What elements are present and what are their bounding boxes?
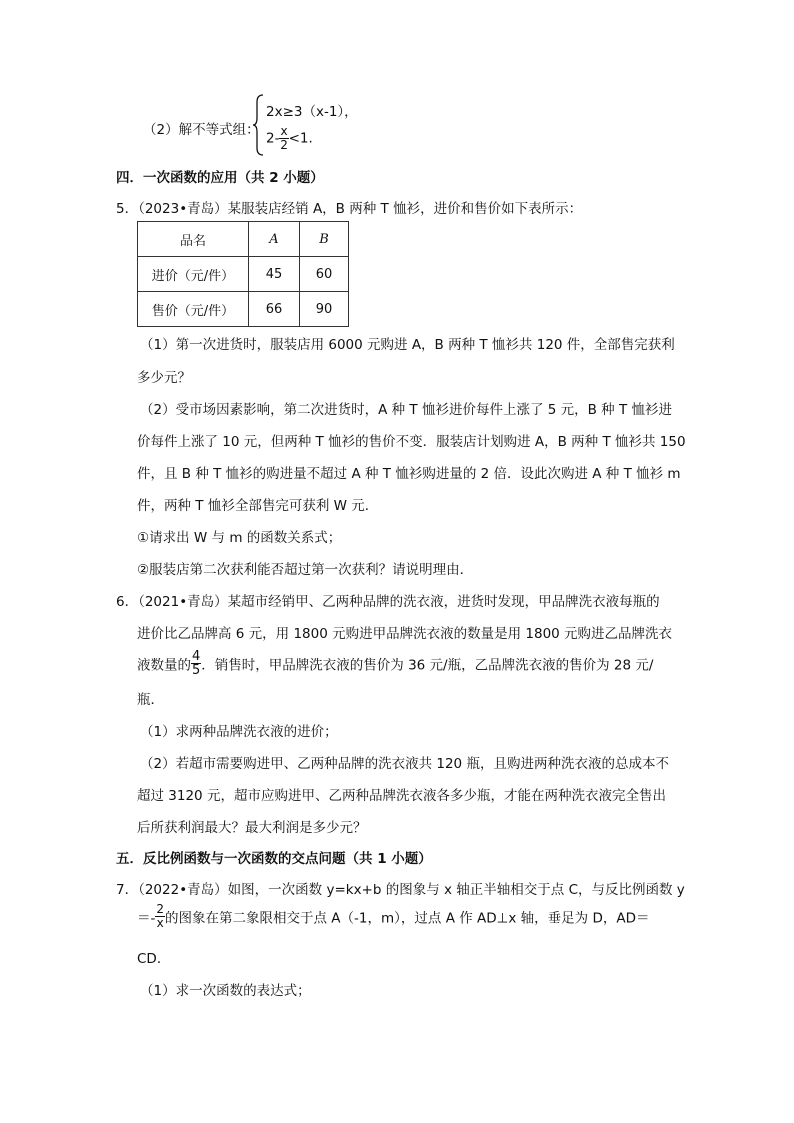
q5-part2-line3: 件，且 B 种 T 恤衫的购进量不超过 A 种 T 恤衫购进量的 2 倍．设此次购进 A 种 T 恤衫 m (137, 466, 681, 482)
q7-line2 (137, 903, 650, 930)
q5-part1-line2: 多少元？ (137, 370, 191, 386)
q5-part2-line1: （2）受市场因素影响，第二次进货时，A 种 T 恤衫进价每件上涨了 5 元，B 种 T 恤衫进 (140, 402, 672, 418)
q6-line4: 瓶． (137, 692, 164, 708)
fraction-4-over-5 (191, 650, 201, 677)
table-header-cell: A (249, 222, 300, 257)
q6-part2-line1: （2）若超市需要购进甲、乙两种品牌的洗衣液共 120 瓶，且购进两种洗衣液的总成本不 (140, 756, 669, 772)
table-cell: 90 (300, 292, 349, 327)
table-header-row (138, 222, 349, 257)
q7-line1: 7．（2022•青岛）如图，一次函数 y=kx+b 的图象与 x 轴正半轴相交于点 C，与反比例函数 y (116, 882, 685, 898)
fraction-denominator: 2 (280, 138, 288, 152)
table-cell: 45 (249, 257, 300, 292)
fraction-numerator: 2 (156, 902, 165, 916)
q6-line3-tail: ．销售时，甲品牌洗衣液的售价为 36 元/瓶，乙品牌洗衣液的售价为 28 元/ (201, 657, 654, 674)
table-row (138, 257, 349, 292)
inequality-1: 2x≥3（x-1）， (266, 104, 358, 120)
inequality-2 (266, 125, 313, 152)
fraction-numerator: x (280, 124, 288, 138)
table-cell: 60 (300, 257, 349, 292)
fraction-numerator: 4 (192, 649, 201, 664)
table-cell: 售价（元/件） (138, 292, 249, 327)
q7-line3: CD． (137, 951, 171, 967)
table-header-cell: B (300, 222, 349, 257)
brace-icon (252, 94, 264, 156)
table-header-cell: 品名 (138, 222, 249, 257)
q5-intro: 5．（2023•青岛）某服装店经销 A，B 两种 T 恤衫，进价和售价如下表所示： (116, 201, 583, 217)
section-5-title: 五．反比例函数与一次函数的交点问题（共 1 小题） (116, 851, 432, 867)
inequality-2-tail: <1. (288, 130, 313, 147)
q7-part1: （1）求一次函数的表达式； (140, 983, 311, 999)
fraction-denominator: 5 (192, 663, 201, 678)
q4-part2-label: （2）解不等式组： (143, 122, 260, 138)
q6-part2-line3: 后所获利润最大？最大利润是多少元？ (137, 820, 367, 836)
table-row (138, 292, 349, 327)
price-table (137, 221, 349, 327)
q6-part1: （1）求两种品牌洗衣液的进价； (140, 724, 338, 740)
q5-subq1: ①请求出 W 与 m 的函数关系式； (137, 530, 342, 546)
table-cell: 进价（元/件） (138, 257, 249, 292)
q7-line2-tail: 的图象在第二象限相交于点 A（-1，m），过点 A 作 AD⊥x 轴，垂足为 D，AD＝ (165, 910, 650, 927)
q5-part1-line1: （1）第一次进货时，服装店用 6000 元购进 A，B 两种 T 恤衫共 120 件，全部售完获利 (140, 337, 675, 353)
q5-part2-line2: 价每件上涨了 10 元，但两种 T 恤衫的售价不变．服装店计划购进 A，B 两种 T 恤衫共 150 (137, 434, 686, 450)
q6-line1: 6．（2021•青岛）某超市经销甲、乙两种品牌的洗衣液，进货时发现，甲品牌洗衣液每瓶的 (116, 594, 660, 610)
inequality-2-lead: 2- (266, 130, 280, 147)
q5-subq2: ②服装店第二次获利能否超过第一次获利？请说明理由． (137, 562, 474, 578)
q6-line3-lead: 液数量的 (137, 657, 191, 674)
fraction-x-over-2 (279, 125, 288, 152)
q6-line2: 进价比乙品牌高 6 元，用 1800 元购进甲品牌洗衣液的数量是用 1800 元购进乙品牌洗衣 (137, 626, 673, 642)
fraction-denominator: x (156, 916, 164, 930)
q6-line3 (137, 650, 653, 677)
fraction-2-over-x (155, 903, 165, 930)
q5-part2-line4: 件，两种 T 恤衫全部售完可获利 W 元． (137, 498, 379, 514)
table-cell: 66 (249, 292, 300, 327)
section-4-title: 四．一次函数的应用（共 2 小题） (116, 170, 324, 186)
q6-part2-line2: 超过 3120 元，超市应购进甲、乙两种品牌洗衣液各多少瓶，才能在两种洗衣液完全售出 (137, 788, 666, 804)
q7-line2-lead: ＝- (137, 910, 156, 927)
